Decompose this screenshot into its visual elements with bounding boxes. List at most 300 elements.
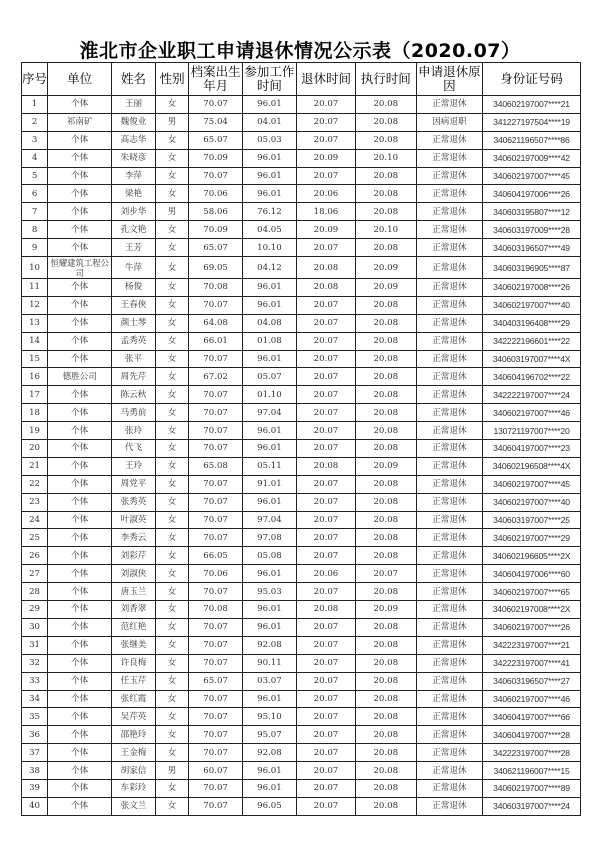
cell-id-number: 340604197007****23 — [483, 440, 581, 458]
cell-unit: 德胜公司 — [48, 368, 112, 386]
cell-retire-date: 20.07 — [297, 797, 356, 815]
cell-effective-date: 20.08 — [355, 672, 416, 690]
cell-serial-no: 1 — [22, 96, 48, 114]
cell-unit: 个体 — [48, 279, 112, 297]
header-birth-date: 档案出生年月 — [189, 63, 242, 96]
table-row — [22, 529, 581, 547]
cell-unit: 个体 — [48, 672, 112, 690]
cell-gender: 女 — [155, 239, 189, 257]
cell-effective-date: 20.08 — [355, 654, 416, 672]
cell-gender: 女 — [155, 131, 189, 149]
table-row — [22, 185, 581, 203]
cell-reason: 正常退休 — [416, 601, 482, 619]
cell-name: 许良梅 — [112, 654, 156, 672]
cell-effective-date: 20.08 — [355, 762, 416, 780]
cell-name: 邵艳玲 — [112, 726, 156, 744]
cell-retire-date: 20.08 — [297, 257, 356, 279]
cell-retire-date: 20.07 — [297, 475, 356, 493]
cell-gender: 女 — [155, 221, 189, 239]
cell-reason: 因病退职 — [416, 113, 482, 131]
cell-birth-date: 69.05 — [189, 257, 242, 279]
cell-retire-date: 20.07 — [297, 779, 356, 797]
header-effective-date: 执行时间 — [355, 63, 416, 96]
cell-id-number: 342223197007****21 — [483, 636, 581, 654]
cell-id-number: 130721197007****20 — [483, 422, 581, 440]
cell-retire-date: 20.07 — [297, 404, 356, 422]
cell-effective-date: 20.08 — [355, 368, 416, 386]
cell-reason: 正常退休 — [416, 422, 482, 440]
cell-gender: 女 — [155, 708, 189, 726]
cell-effective-date: 20.08 — [355, 422, 416, 440]
cell-birth-date: 70.07 — [189, 296, 242, 314]
table-row — [22, 547, 581, 565]
cell-serial-no: 23 — [22, 493, 48, 511]
table-row — [22, 221, 581, 239]
cell-unit: 个体 — [48, 493, 112, 511]
cell-name: 孟秀英 — [112, 332, 156, 350]
cell-retire-date: 20.07 — [297, 744, 356, 762]
cell-id-number: 340603197007****4X — [483, 350, 581, 368]
cell-retire-date: 20.06 — [297, 565, 356, 583]
cell-reason: 正常退休 — [416, 654, 482, 672]
cell-gender: 女 — [155, 279, 189, 297]
cell-reason: 正常退休 — [416, 726, 482, 744]
cell-birth-date: 70.06 — [189, 185, 242, 203]
cell-name: 代飞 — [112, 440, 156, 458]
table-row — [22, 475, 581, 493]
cell-unit: 个体 — [48, 221, 112, 239]
cell-effective-date: 20.07 — [355, 565, 416, 583]
cell-gender: 男 — [155, 113, 189, 131]
cell-id-number: 340621196507****86 — [483, 131, 581, 149]
cell-birth-date: 70.08 — [189, 279, 242, 297]
cell-work-start: 95.03 — [242, 583, 296, 601]
cell-reason: 正常退休 — [416, 440, 482, 458]
cell-reason: 正常退休 — [416, 296, 482, 314]
cell-gender: 女 — [155, 690, 189, 708]
cell-retire-date: 20.08 — [297, 601, 356, 619]
cell-retire-date: 20.06 — [297, 185, 356, 203]
cell-work-start: 96.01 — [242, 96, 296, 114]
cell-effective-date: 20.09 — [355, 257, 416, 279]
cell-work-start: 90.11 — [242, 654, 296, 672]
cell-name: 牛萍 — [112, 257, 156, 279]
cell-reason: 正常退休 — [416, 131, 482, 149]
cell-retire-date: 20.07 — [297, 726, 356, 744]
cell-work-start: 92.08 — [242, 744, 296, 762]
table-row — [22, 279, 581, 297]
cell-id-number: 340604196702****22 — [483, 368, 581, 386]
cell-unit: 个体 — [48, 149, 112, 167]
cell-work-start: 96.01 — [242, 779, 296, 797]
cell-birth-date: 70.06 — [189, 565, 242, 583]
cell-effective-date: 20.09 — [355, 601, 416, 619]
cell-work-start: 92.08 — [242, 636, 296, 654]
cell-retire-date: 20.07 — [297, 690, 356, 708]
cell-reason: 正常退休 — [416, 797, 482, 815]
cell-id-number: 340621196007****15 — [483, 762, 581, 780]
cell-name: 刘香翠 — [112, 601, 156, 619]
cell-birth-date: 70.07 — [189, 636, 242, 654]
cell-birth-date: 65.08 — [189, 457, 242, 475]
cell-retire-date: 20.07 — [297, 654, 356, 672]
cell-serial-no: 33 — [22, 672, 48, 690]
cell-work-start: 96.01 — [242, 690, 296, 708]
cell-unit: 个体 — [48, 239, 112, 257]
cell-id-number: 340602197007****89 — [483, 779, 581, 797]
cell-serial-no: 28 — [22, 583, 48, 601]
cell-gender: 女 — [155, 332, 189, 350]
cell-retire-date: 20.07 — [297, 762, 356, 780]
cell-gender: 男 — [155, 203, 189, 221]
cell-gender: 女 — [155, 457, 189, 475]
cell-serial-no: 11 — [22, 279, 48, 297]
cell-unit: 个体 — [48, 296, 112, 314]
cell-retire-date: 20.07 — [297, 708, 356, 726]
cell-serial-no: 20 — [22, 440, 48, 458]
cell-gender: 女 — [155, 296, 189, 314]
cell-id-number: 340602197007****65 — [483, 583, 581, 601]
cell-name: 杨俊 — [112, 279, 156, 297]
cell-gender: 女 — [155, 386, 189, 404]
cell-retire-date: 20.07 — [297, 368, 356, 386]
table-row — [22, 203, 581, 221]
cell-work-start: 04.05 — [242, 221, 296, 239]
cell-gender: 女 — [155, 368, 189, 386]
cell-effective-date: 20.08 — [355, 726, 416, 744]
table-row — [22, 457, 581, 475]
cell-name: 高志华 — [112, 131, 156, 149]
cell-reason: 正常退休 — [416, 779, 482, 797]
cell-serial-no: 26 — [22, 547, 48, 565]
cell-work-start: 96.01 — [242, 440, 296, 458]
cell-effective-date: 20.08 — [355, 203, 416, 221]
cell-unit: 个体 — [48, 565, 112, 583]
cell-birth-date: 75.04 — [189, 113, 242, 131]
cell-unit: 恒耀建筑工程公司 — [48, 257, 112, 279]
cell-serial-no: 35 — [22, 708, 48, 726]
cell-work-start: 96.01 — [242, 296, 296, 314]
cell-id-number: 340602197007****40 — [483, 493, 581, 511]
cell-unit: 个体 — [48, 475, 112, 493]
cell-effective-date: 20.08 — [355, 583, 416, 601]
cell-serial-no: 40 — [22, 797, 48, 815]
cell-retire-date: 20.07 — [297, 529, 356, 547]
cell-birth-date: 70.07 — [189, 690, 242, 708]
cell-effective-date: 20.08 — [355, 547, 416, 565]
cell-effective-date: 20.09 — [355, 279, 416, 297]
cell-name: 朱晓彦 — [112, 149, 156, 167]
cell-reason: 正常退休 — [416, 583, 482, 601]
cell-name: 王金梅 — [112, 744, 156, 762]
cell-serial-no: 37 — [22, 744, 48, 762]
cell-birth-date: 70.07 — [189, 529, 242, 547]
cell-work-start: 96.01 — [242, 618, 296, 636]
table-row — [22, 797, 581, 815]
cell-birth-date: 70.07 — [189, 779, 242, 797]
cell-id-number: 342222197007****24 — [483, 386, 581, 404]
cell-reason: 正常退休 — [416, 457, 482, 475]
cell-reason: 正常退休 — [416, 350, 482, 368]
cell-unit: 个体 — [48, 332, 112, 350]
table-row — [22, 368, 581, 386]
table-row — [22, 493, 581, 511]
cell-unit: 个体 — [48, 131, 112, 149]
cell-unit: 个体 — [48, 636, 112, 654]
cell-gender: 女 — [155, 779, 189, 797]
cell-name: 王玲 — [112, 457, 156, 475]
cell-unit: 个体 — [48, 690, 112, 708]
cell-retire-date: 20.07 — [297, 350, 356, 368]
cell-effective-date: 20.08 — [355, 296, 416, 314]
cell-gender: 女 — [155, 583, 189, 601]
cell-id-number: 340603196905****87 — [483, 257, 581, 279]
cell-work-start: 04.01 — [242, 113, 296, 131]
cell-gender: 女 — [155, 744, 189, 762]
cell-birth-date: 70.07 — [189, 797, 242, 815]
table-row — [22, 422, 581, 440]
cell-id-number: 340603197007****25 — [483, 511, 581, 529]
cell-retire-date: 20.07 — [297, 672, 356, 690]
cell-effective-date: 20.08 — [355, 636, 416, 654]
header-work-start: 参加工作时间 — [242, 63, 296, 96]
cell-birth-date: 64.08 — [189, 314, 242, 332]
cell-unit: 个体 — [48, 654, 112, 672]
cell-birth-date: 60.07 — [189, 762, 242, 780]
cell-serial-no: 16 — [22, 368, 48, 386]
cell-serial-no: 22 — [22, 475, 48, 493]
cell-birth-date: 70.07 — [189, 167, 242, 185]
cell-birth-date: 70.07 — [189, 386, 242, 404]
cell-gender: 女 — [155, 257, 189, 279]
cell-effective-date: 20.08 — [355, 744, 416, 762]
cell-unit: 个体 — [48, 167, 112, 185]
cell-serial-no: 24 — [22, 511, 48, 529]
table-row — [22, 386, 581, 404]
cell-name: 唐玉兰 — [112, 583, 156, 601]
cell-reason: 正常退休 — [416, 618, 482, 636]
table-row — [22, 708, 581, 726]
cell-birth-date: 70.07 — [189, 744, 242, 762]
cell-name: 张玲 — [112, 422, 156, 440]
cell-effective-date: 20.08 — [355, 386, 416, 404]
cell-reason: 正常退休 — [416, 690, 482, 708]
cell-retire-date: 20.07 — [297, 547, 356, 565]
cell-birth-date: 66.01 — [189, 332, 242, 350]
cell-birth-date: 70.07 — [189, 726, 242, 744]
cell-work-start: 03.07 — [242, 672, 296, 690]
table-row — [22, 618, 581, 636]
cell-effective-date: 20.08 — [355, 475, 416, 493]
cell-unit: 个体 — [48, 547, 112, 565]
cell-work-start: 95.07 — [242, 726, 296, 744]
table-row — [22, 257, 581, 279]
cell-id-number: 340403196408****29 — [483, 314, 581, 332]
cell-reason: 正常退休 — [416, 279, 482, 297]
cell-unit: 个体 — [48, 708, 112, 726]
cell-birth-date: 66.05 — [189, 547, 242, 565]
table-row — [22, 762, 581, 780]
table-row — [22, 511, 581, 529]
table-header-row — [22, 63, 581, 96]
table-row — [22, 744, 581, 762]
cell-retire-date: 20.07 — [297, 386, 356, 404]
cell-retire-date: 20.07 — [297, 332, 356, 350]
cell-name: 魏俊业 — [112, 113, 156, 131]
header-id-number: 身份证号码 — [483, 63, 581, 96]
page-title: 淮北市企业职工申请退休情况公示表（2020.07） — [79, 40, 521, 62]
cell-name: 颜士琴 — [112, 314, 156, 332]
cell-retire-date: 20.07 — [297, 583, 356, 601]
cell-retire-date: 20.07 — [297, 422, 356, 440]
cell-serial-no: 7 — [22, 203, 48, 221]
cell-work-start: 96.01 — [242, 565, 296, 583]
cell-serial-no: 18 — [22, 404, 48, 422]
cell-work-start: 96.01 — [242, 493, 296, 511]
cell-gender: 女 — [155, 350, 189, 368]
table-row — [22, 636, 581, 654]
cell-effective-date: 20.08 — [355, 96, 416, 114]
cell-retire-date: 20.07 — [297, 618, 356, 636]
cell-effective-date: 20.08 — [355, 404, 416, 422]
cell-serial-no: 29 — [22, 601, 48, 619]
cell-unit: 个体 — [48, 511, 112, 529]
cell-name: 范红艳 — [112, 618, 156, 636]
cell-birth-date: 70.07 — [189, 511, 242, 529]
cell-id-number: 340602197007****45 — [483, 167, 581, 185]
table-row — [22, 239, 581, 257]
table-row — [22, 149, 581, 167]
cell-unit: 个体 — [48, 797, 112, 815]
cell-serial-no: 19 — [22, 422, 48, 440]
cell-id-number: 340603196507****49 — [483, 239, 581, 257]
cell-gender: 女 — [155, 314, 189, 332]
cell-serial-no: 25 — [22, 529, 48, 547]
cell-gender: 女 — [155, 167, 189, 185]
cell-serial-no: 38 — [22, 762, 48, 780]
cell-work-start: 10.10 — [242, 239, 296, 257]
cell-retire-date: 20.07 — [297, 167, 356, 185]
cell-name: 周先芹 — [112, 368, 156, 386]
cell-effective-date: 20.08 — [355, 779, 416, 797]
cell-gender: 女 — [155, 96, 189, 114]
cell-gender: 女 — [155, 185, 189, 203]
retirement-table — [21, 62, 581, 816]
cell-serial-no: 12 — [22, 296, 48, 314]
cell-reason: 正常退休 — [416, 475, 482, 493]
header-gender: 性别 — [155, 63, 189, 96]
table-row — [22, 296, 581, 314]
cell-id-number: 340602196508****4X — [483, 457, 581, 475]
cell-reason: 正常退休 — [416, 149, 482, 167]
cell-gender: 女 — [155, 493, 189, 511]
cell-work-start: 96.05 — [242, 797, 296, 815]
cell-id-number: 340602197007****40 — [483, 296, 581, 314]
cell-reason: 正常退休 — [416, 565, 482, 583]
header-serial-no: 序号 — [22, 63, 48, 96]
cell-id-number: 340602197007****26 — [483, 618, 581, 636]
table-row — [22, 131, 581, 149]
table-row — [22, 583, 581, 601]
cell-gender: 男 — [155, 762, 189, 780]
table-row — [22, 314, 581, 332]
cell-unit: 个体 — [48, 762, 112, 780]
cell-unit: 个体 — [48, 96, 112, 114]
cell-effective-date: 20.08 — [355, 131, 416, 149]
cell-gender: 女 — [155, 601, 189, 619]
header-retire-date: 退休时间 — [297, 63, 356, 96]
cell-birth-date: 70.07 — [189, 618, 242, 636]
cell-effective-date: 20.08 — [355, 511, 416, 529]
cell-birth-date: 70.07 — [189, 708, 242, 726]
cell-unit: 个体 — [48, 203, 112, 221]
table-row — [22, 332, 581, 350]
header-reason: 申请退休原因 — [416, 63, 482, 96]
table-row — [22, 404, 581, 422]
cell-name: 吴芹英 — [112, 708, 156, 726]
cell-work-start: 05.11 — [242, 457, 296, 475]
cell-serial-no: 14 — [22, 332, 48, 350]
cell-serial-no: 31 — [22, 636, 48, 654]
cell-name: 孔文艳 — [112, 221, 156, 239]
cell-reason: 正常退休 — [416, 404, 482, 422]
cell-effective-date: 20.08 — [355, 690, 416, 708]
cell-retire-date: 20.09 — [297, 221, 356, 239]
cell-birth-date: 70.07 — [189, 475, 242, 493]
cell-serial-no: 15 — [22, 350, 48, 368]
cell-gender: 女 — [155, 726, 189, 744]
table-row — [22, 113, 581, 131]
cell-serial-no: 17 — [22, 386, 48, 404]
cell-work-start: 97.04 — [242, 511, 296, 529]
cell-birth-date: 70.07 — [189, 654, 242, 672]
table-row — [22, 565, 581, 583]
cell-unit: 祁南矿 — [48, 113, 112, 131]
cell-name: 刘彩芹 — [112, 547, 156, 565]
cell-retire-date: 20.07 — [297, 96, 356, 114]
cell-reason: 正常退休 — [416, 493, 482, 511]
cell-work-start: 76.12 — [242, 203, 296, 221]
cell-name: 王春俠 — [112, 296, 156, 314]
cell-gender: 女 — [155, 422, 189, 440]
cell-id-number: 340602197009****42 — [483, 149, 581, 167]
cell-effective-date: 20.08 — [355, 440, 416, 458]
cell-serial-no: 30 — [22, 618, 48, 636]
cell-unit: 个体 — [48, 422, 112, 440]
cell-work-start: 96.01 — [242, 601, 296, 619]
cell-retire-date: 20.07 — [297, 131, 356, 149]
cell-id-number: 340604197006****60 — [483, 565, 581, 583]
cell-birth-date: 70.09 — [189, 149, 242, 167]
cell-gender: 女 — [155, 636, 189, 654]
cell-reason: 正常退休 — [416, 547, 482, 565]
cell-unit: 个体 — [48, 618, 112, 636]
table-row — [22, 690, 581, 708]
cell-work-start: 04.08 — [242, 314, 296, 332]
cell-serial-no: 4 — [22, 149, 48, 167]
cell-retire-date: 20.07 — [297, 314, 356, 332]
cell-id-number: 342223197007****41 — [483, 654, 581, 672]
cell-reason: 正常退休 — [416, 257, 482, 279]
cell-birth-date: 65.07 — [189, 239, 242, 257]
header-name: 姓名 — [112, 63, 156, 96]
cell-work-start: 05.03 — [242, 131, 296, 149]
cell-id-number: 340603197007****24 — [483, 797, 581, 815]
cell-effective-date: 20.08 — [355, 797, 416, 815]
cell-retire-date: 20.07 — [297, 296, 356, 314]
table-row — [22, 726, 581, 744]
cell-name: 车彩玲 — [112, 779, 156, 797]
